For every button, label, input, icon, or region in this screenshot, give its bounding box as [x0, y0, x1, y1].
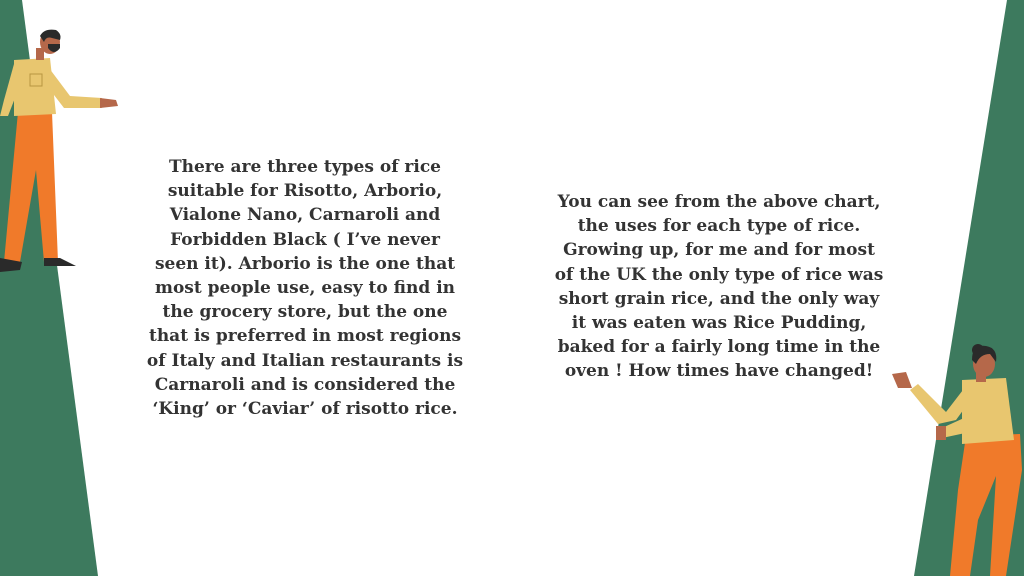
right-paragraph: You can see from the above chart, the uses for each type of rice. Growing up, for me and for most of the UK the only type of rice was short grain rice, and the only way it was eaten was Rice Pudding, baked for a fairly long time in the oven ! How times have changed! — [554, 192, 884, 382]
left-paragraph: There are three types of rice suitable for Risotto, Arborio, Vialone Nano, Carnaroli and Forbidden Black ( I’ve never seen it). Arborio is the one that most people use, easy to find in the grocery store, but the one that is preferred in most regions of Italy and Italian restaurants is Carnaroli and is considered the ‘King’ or ‘Caviar’ of risotto rice. — [146, 157, 464, 420]
man-presenting-illustration — [0, 30, 118, 272]
